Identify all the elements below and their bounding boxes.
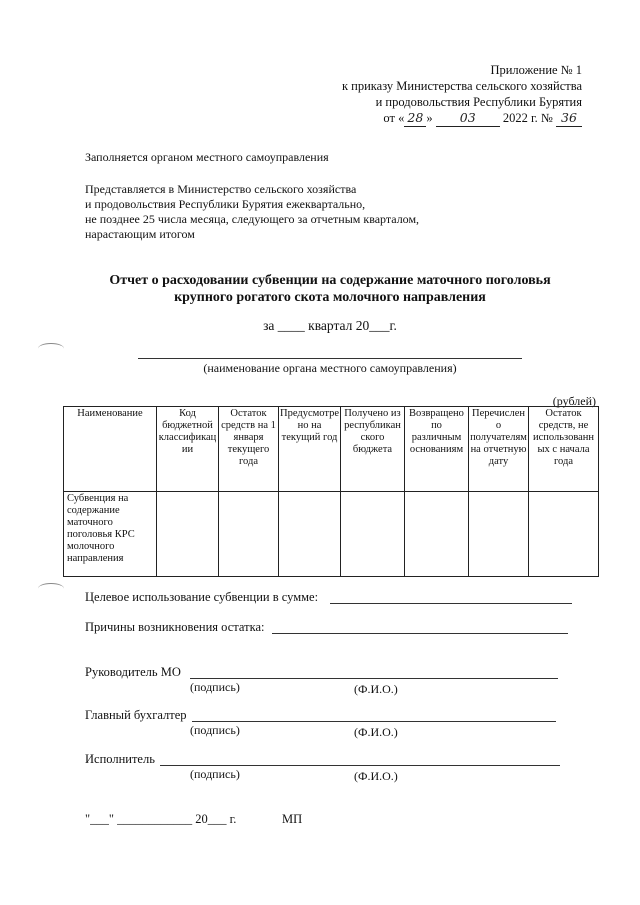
column-header: Остаток средств на 1 января текущего года <box>219 407 279 492</box>
scan-mark <box>38 343 64 354</box>
target-use-field[interactable] <box>330 603 572 604</box>
ministry-line: и продовольствия Республики Бурятия <box>375 95 582 109</box>
table-row <box>64 492 599 577</box>
head-name-caption: (Ф.И.О.) <box>354 682 398 696</box>
head-sign-caption: (подпись) <box>190 680 240 694</box>
executor-name-caption: (Ф.И.О.) <box>354 769 398 783</box>
table-header-row <box>64 407 599 492</box>
report-title: Отчет о расходовании субвенции на содержание маточного поголовья крупного рогатого скота молочного направления <box>109 273 551 305</box>
org-name-line <box>138 358 522 359</box>
order-month: 03 <box>436 110 500 127</box>
appendix-number: Приложение № 1 <box>490 63 582 77</box>
column-header: Наименование <box>64 407 157 492</box>
column-header: Остаток средств, не использованных с начала года <box>529 407 599 492</box>
appendix-header <box>342 62 582 127</box>
report-table <box>63 406 599 577</box>
column-header: Перечислено получателям на отчетную дату <box>469 407 529 492</box>
executor-signature-field[interactable] <box>160 765 560 766</box>
column-header: Код бюджетной классификации <box>157 407 219 492</box>
head-signature-field[interactable] <box>190 678 558 679</box>
org-name-caption: (наименование органа местного самоуправления) <box>203 361 457 375</box>
order-reference-line: к приказу Министерства сельского хозяйства <box>341 79 582 93</box>
filled-by-note: Заполняется органом местного самоуправления <box>85 150 329 164</box>
date-field[interactable]: "___" ____________ 20___ г. <box>85 812 237 826</box>
report-period: за ____ квартал 20___г. <box>263 318 397 333</box>
target-use-label: Целевое использование субвенции в сумме: <box>85 590 319 604</box>
column-header: Получено из республиканского бюджета <box>341 407 405 492</box>
scan-mark <box>38 583 64 594</box>
table-cell[interactable] <box>157 492 219 577</box>
table-cell[interactable] <box>405 492 469 577</box>
row-label: Субвенция на содержание маточного поголовья КРС молочного направления <box>64 492 157 577</box>
table-cell[interactable] <box>219 492 279 577</box>
table-cell[interactable] <box>341 492 405 577</box>
column-header: Предусмотрено на текущий год <box>279 407 341 492</box>
order-number: 36 <box>556 110 582 127</box>
table-cell[interactable] <box>279 492 341 577</box>
executor-label: Исполнитель <box>85 752 155 766</box>
submission-note: Представляется в Министерство сельского хозяйства и продовольствия Республики Бурятия ежеквартально, не позднее 25 числа месяца, следующего за отчетным кварталом, нарастающим итогом <box>85 182 420 241</box>
accountant-signature-field[interactable] <box>192 721 556 722</box>
stamp-label: МП <box>282 812 303 826</box>
unit-label: (рублей) <box>552 394 596 408</box>
reasons-label: Причины возникновения остатка: <box>85 620 265 634</box>
reasons-field[interactable] <box>272 633 568 634</box>
column-header: Возвращено по различным основаниям <box>405 407 469 492</box>
head-label: Руководитель МО <box>85 665 181 679</box>
accountant-label: Главный бухгалтер <box>85 708 187 722</box>
order-day: 28 <box>404 110 426 127</box>
table-cell[interactable] <box>529 492 599 577</box>
order-date-line: от « 28 » 03 2022 г. № 36 <box>342 110 582 127</box>
accountant-sign-caption: (подпись) <box>190 723 240 737</box>
executor-sign-caption: (подпись) <box>190 767 240 781</box>
table-cell[interactable] <box>469 492 529 577</box>
accountant-name-caption: (Ф.И.О.) <box>354 725 398 739</box>
